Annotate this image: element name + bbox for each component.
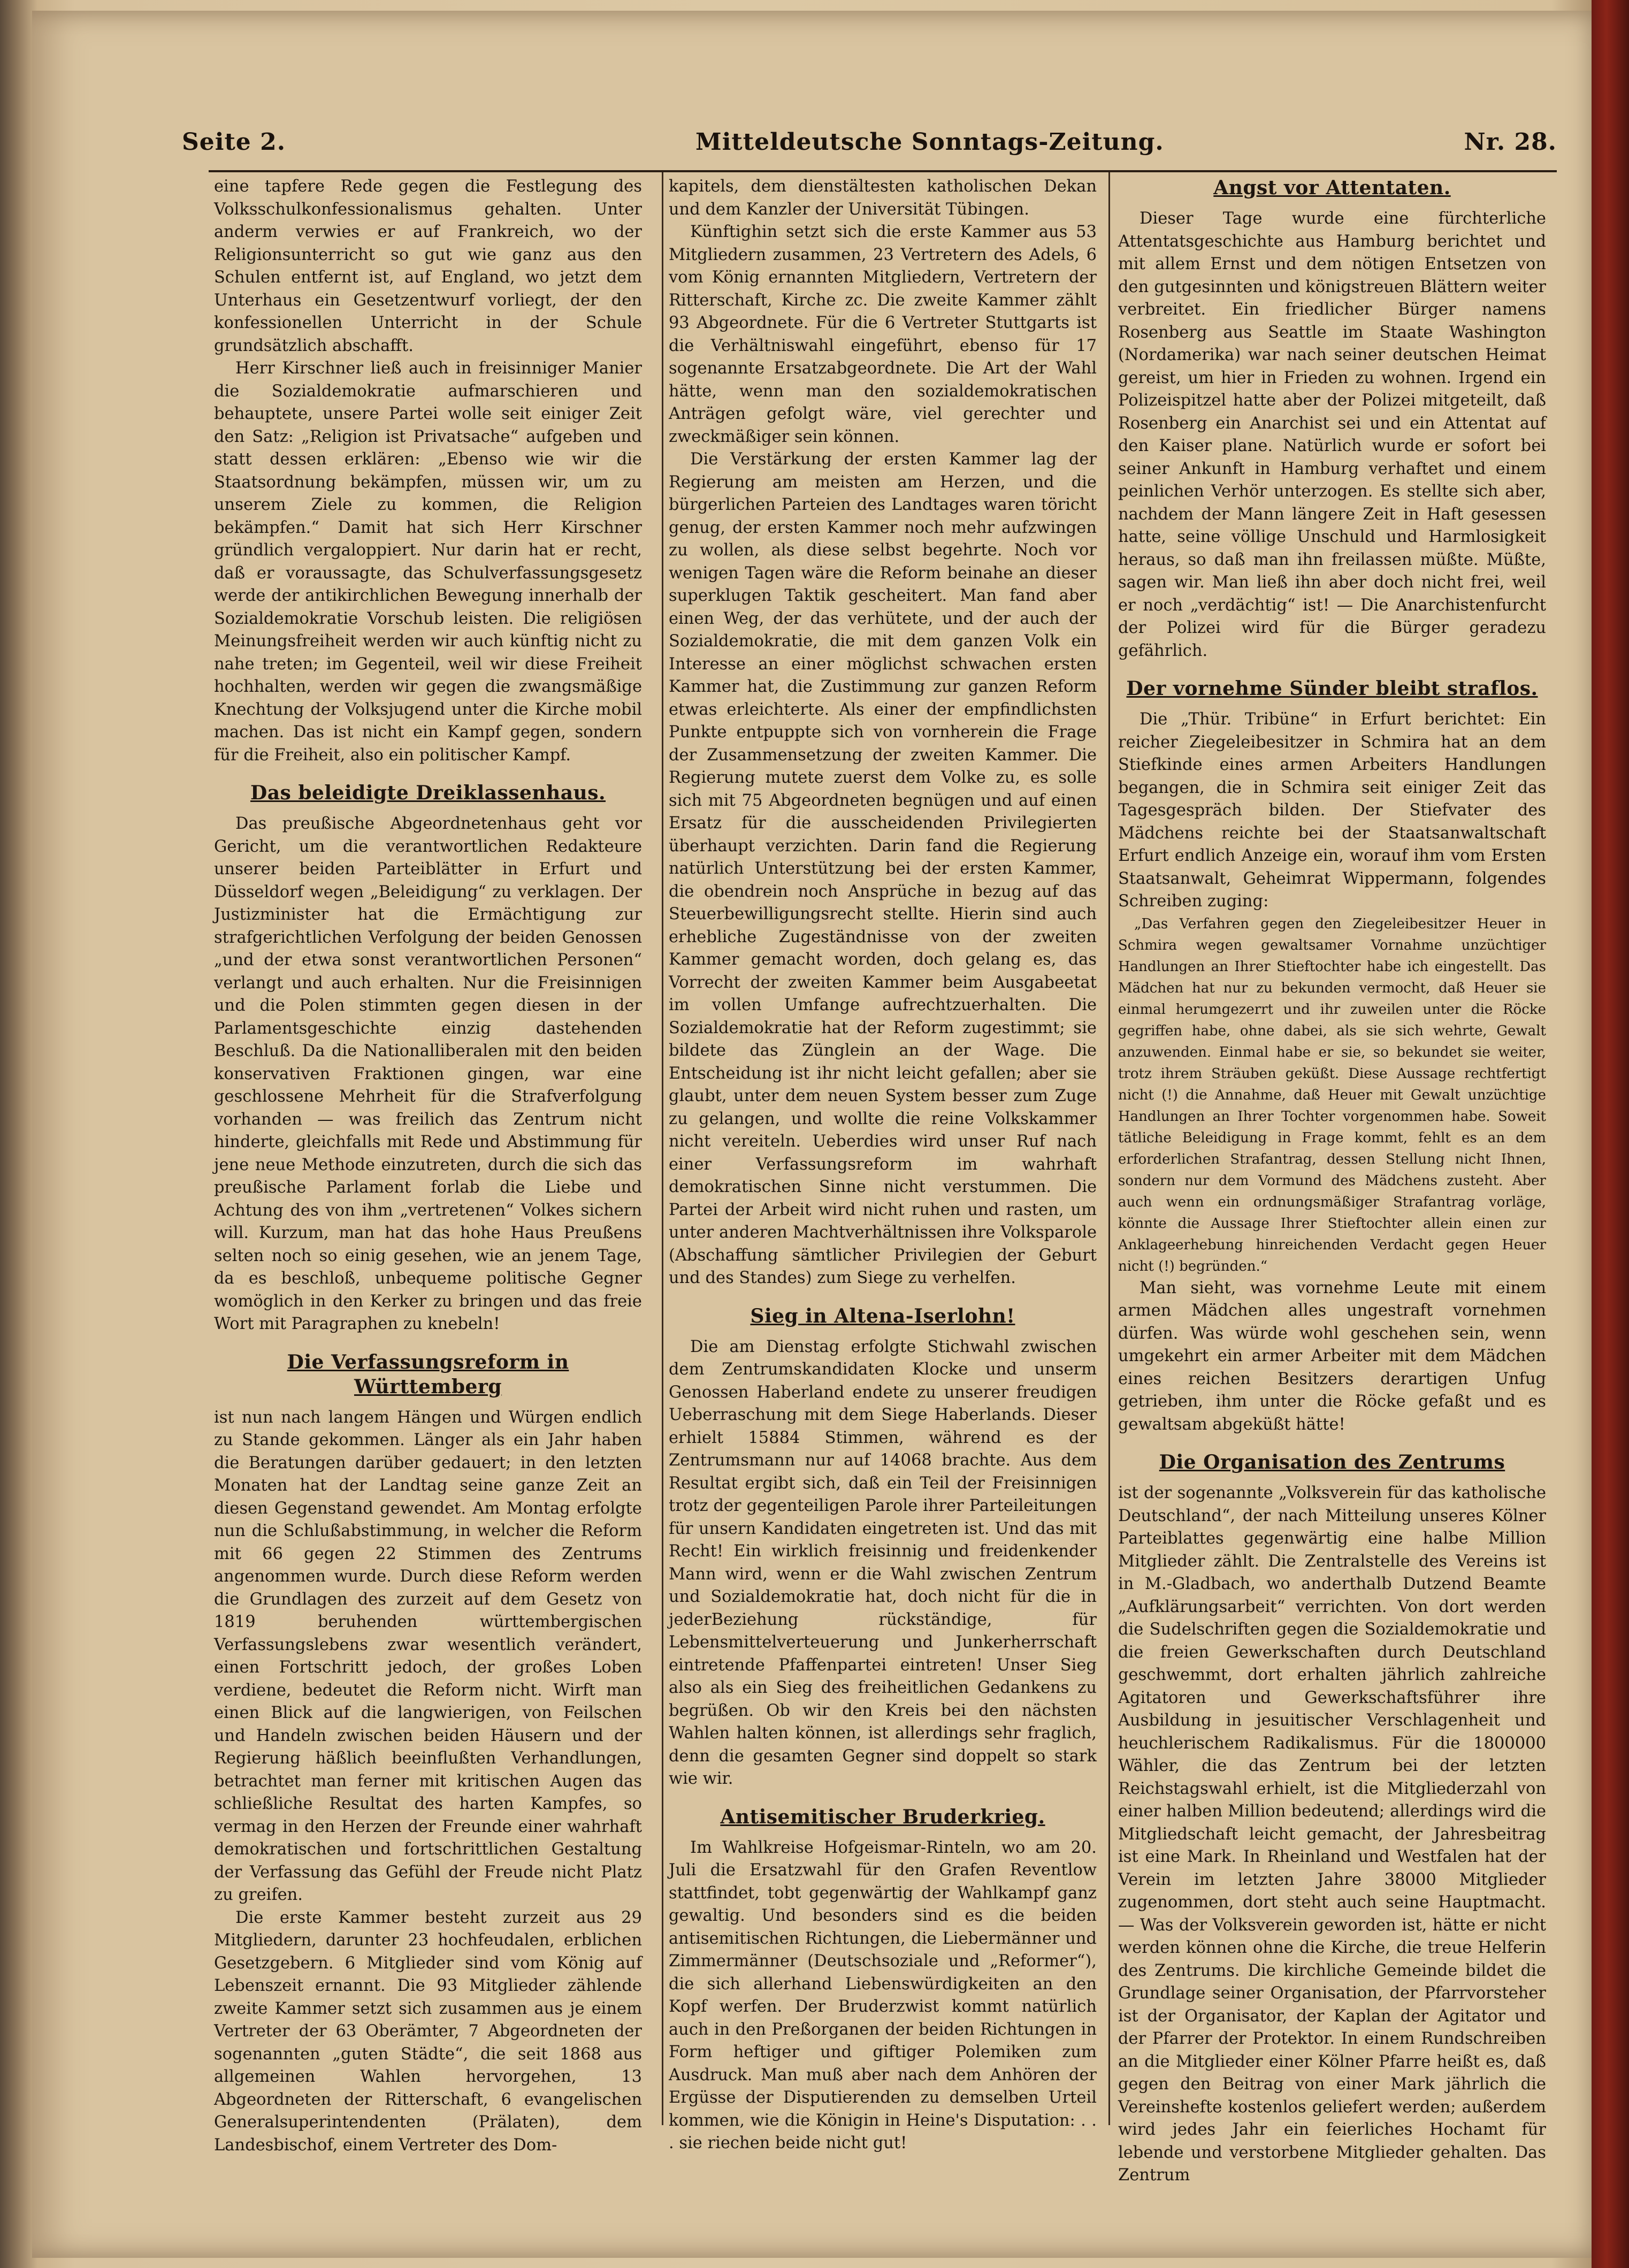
paragraph: Die am Dienstag erfolgte Stichwahl zwischen dem Zentrumskandidaten Klocke und unserm Genossen Haberland endete zu unserer freudigen Ueberraschung mit dem Siege Haberlands. Dieser erhielt 15884 Stimmen, während es der Zentrumsmann nur auf 14068 brachte. Aus dem Resultat ergibt sich, daß ein Teil der Freisinnigen trotz der gegenteiligen Parole ihrer Parteileitungen für unsern Kandidaten eingetreten ist. Und das mit Recht! Ein wirklich freisinnig und freidenkender Mann wird, wenn er die Wahl zwischen Zentrum und Sozialdemokratie hat, doch nicht für die in jederBeziehung rückständige, für Lebensmittelverteuerung und Junkerherrschaft eintretende Pfaffenpartei eintreten! Unser Sieg also als ein Sieg des freiheitlichen Gedankens zu begrüßen. Ob wir den Kreis bei den nächsten Wahlen halten können, ist allerdings sehr fraglich, denn die gesamten Gegner sind doppelt so stark wie wir.: [669, 1337, 1097, 1788]
article-heading: Der vornehme Sünder bleibt straflos.: [1126, 677, 1538, 700]
paragraph: eine tapfere Rede gegen die Festlegung des Volksschulkonfessionalismus gehalten. Unter anderm verwies er auf Frankreich, wo der Religionsunterricht so gut wie ganz aus den Schulen entfernt ist, auf England, wo jetzt dem Unterhaus ein Gesetzentwurf vorliegt, der den konfessionellen Unterricht in der Schule grundsätzlich abschafft.: [214, 177, 642, 355]
article-heading: Die Verfassungsreform in Württemberg: [287, 1350, 569, 1398]
paragraph: Das preußische Abgeordnetenhaus geht vor Gericht, um die verantwortlichen Redakteure unserer beiden Parteiblätter in Erfurt und Düsseldorf wegen „Beleidigung“ zu verklagen. Der Justizminister hat die Ermächtigung zur strafgerichtlichen Verfolgung der beiden Genossen „und der etwa sonst verantwortlichen Personen“ verlangt und auch erhalten. Nur die Freisinnigen und die Polen stimmten gegen diesen in der Parlamentsgeschichte einzig dastehenden Beschluß. Da die Nationalliberalen mit den beiden konservativen Fraktionen gingen, war eine geschlossene Mehrheit für die Strafverfolgung vorhanden — was freilich das Zentrum nicht hinderte, gleichfalls mit Rede und Abstimmung für jene neue Methode einzutreten, durch die sich das preußische Parlament forlab die Liebe und Achtung des von ihm „vertretenen“ Volkes sichern will. Kurzum, man hat das hohe Haus Preußens selten noch so einig gesehen, wie an jenem Tage, da es beschloß, unbequeme politische Gegner womöglich in den Kerker zu bringen und das freie Wort mit Paragraphen zu knebeln!: [214, 814, 642, 1333]
paragraph: Herr Kirschner ließ auch in freisinniger Manier die Sozialdemokratie aufmarschieren und behauptete, unsere Partei wolle seit einiger Zeit den Satz: „Religion ist Privatsache“ aufgeben und statt dessen erklären: „Ebenso wie wir die Staatsordnung bekämpfen, müssen wir, um zu unserem Ziele zu kommen, die Religion bekämpfen.“ Damit hat sich Herr Kirschner gründlich vergaloppiert. Nur darin hat er recht, daß er voraussagte, das Schulverfassungsgesetz werde der antikirchlichen Bewegung innerhalb der Sozialdemokratie Vorschub leisten. Die religiösen Meinungsfreiheit werden wir auch künftig nicht zu nahe treten; im Gegenteil, weil wir diese Freiheit hochhalten, werden wir gegen die zwangsmäßige Knechtung der Volksjugend unter die Kirche mobil machen. Das ist nicht ein Kampf gegen, sondern für die Freiheit, also ein politischer Kampf.: [214, 359, 642, 765]
column-3: [1118, 175, 1546, 2185]
article-heading: Die Organisation des Zentrums: [1159, 1451, 1505, 1473]
header-rule: [209, 170, 1557, 172]
paragraph: Die erste Kammer besteht zurzeit aus 29 Mitgliedern, darunter 23 hochfeudalen, erblichen Gesetzgebern. 6 Mitglieder sind vom König auf Lebenszeit ernannt. Die 93 Mitglieder zählende zweite Kammer setzt sich zusammen aus je einem Vertreter der 63 Oberämter, 7 Abgeordneten der sogenannten „guten Städte“, die seit 1868 aus allgemeinen Wahlen hervorgehen, 13 Abgeordneten der Ritterschaft, 6 evangelischen Generalsuperintendenten (Prälaten), dem Landesbischof, einem Vertreter des Dom-: [214, 1908, 642, 2155]
paragraph: Künftighin setzt sich die erste Kammer aus 53 Mitgliedern zusammen, 23 Vertretern des Adels, 6 vom König ernannten Mitgliedern, Vertretern der Ritterschaft, Kirche zc. Die zweite Kammer zählt 93 Abgeordnete. Für die 6 Vertreter Stuttgarts ist die Verhältniswahl eingeführt, ebenso für 17 sogenannte Ersatzabgeordnete. Die Art der Wahl hätte, wenn man den sozialdemokratischen Anträgen gefolgt wäre, viel gerechter und zweckmäßiger sein können.: [669, 223, 1097, 446]
column-1: [214, 175, 642, 2155]
letter-quote: „Das Verfahren gegen den Ziegeleibesitzer Heuer in Schmira wegen gewaltsamer Vornahme unzüchtiger Handlungen an Ihrer Stieftochter habe ich eingestellt. Das Mädchen hat nur zu bekunden vermocht, daß Heuer sie einmal herumgezerrt und ihr zuweilen unter die Röcke gegriffen habe, ohne dabei, als sie sich wehrte, Gewalt anzuwenden. Einmal habe er sie, so bekundet sie weiter, trotz ihrem Sträuben geküßt. Diese Aussage rechtfertigt nicht (!) die Annahme, daß Heuer mit Gewalt unzüchtige Handlungen an Ihrer Tochter vorgenommen habe. Soweit tätliche Beleidigung in Frage kommt, fehlt es an dem erforderlichen Strafantrag, dessen Stellung nicht Ihnen, sondern nur dem Vormund des Mädchens zusteht. Aber auch wenn ein ordnungsmäßiger Strafantrag vorläge, könnte die Aussage Ihrer Stieftochter allein einen zur Anklageerhebung hinreichenden Verdacht gegen Heuer nicht (!) begründen.“: [1118, 915, 1546, 1274]
book-spine: [1592, 0, 1629, 2268]
paragraph: Die „Thür. Tribüne“ in Erfurt berichtet: Ein reicher Ziegeleibesitzer in Schmira hat an dem Stiefkinde eines armen Arbeiters Handlungen begangen, die in Schmira seit einiger Zeit das Tagesgespräch bilden. Der Stiefvater des Mädchens reichte bei der Staatsanwaltschaft Erfurt endlich Anzeige ein, worauf ihm vom Ersten Staatsanwalt, Geheimrat Wippermann, folgendes Schreiben zuging:: [1118, 710, 1546, 911]
article-heading: Angst vor Attentaten.: [1213, 177, 1451, 199]
column-2: [669, 175, 1097, 2152]
issue-number: Nr. 28.: [1464, 128, 1557, 156]
paragraph: ist der sogenannte „Volksverein für das katholische Deutschland“, der nach Mitteilung unseres Kölner Parteiblattes gegenwärtig eine halbe Million Mitglieder zählt. Die Zentralstelle des Vereins ist in M.-Gladbach, wo anderthalb Dutzend Beamte „Aufklärungsarbeit“ verrichten. Von dort werden die Sudelschriften gegen die Sozialdemokratie und die freien Gewerkschaften durch Deutschland geschwemmt, dort erhalten jährlich zahlreiche Agitatoren und Gewerkschaftsführer ihre Ausbildung in jesuitischer Verschlagenheit und heuchlerischem Radikalismus. Für die 1800000 Wähler, die das Zentrum bei der letzten Reichstagswahl erhielt, ist die Mitgliederzahl von einer halben Million bedeutend; allerdings wird die Mitgliedschaft leicht gemacht, der Jahresbeitrag ist eine Mark. In Rheinland und Westfalen hat der Verein im letzten Jahre 38000 Mitglieder zugenommen, dort steht auch seine Hauptmacht. — Was der Volksverein geworden ist, hätte er nicht werden können ohne die Kirche, die treue Helferin des Zentrums. Die kirchliche Gemeinde bildet die Grundlage seiner Organisation, der Pfarrvorsteher ist der Organisator, der Kaplan der Agitator und der Pfarrer der Protektor. In einem Rundschreiben an die Mitglieder einer Kölner Pfarre heißt es, daß gegen den Beitrag von einer Mark jährlich die Vereinshefte kostenlos geliefert werden; außerdem wird jedes Jahr ein feierliches Hochamt für lebende und verstorbene Mitglieder gehalten. Das Zentrum: [1118, 1484, 1546, 2185]
article-heading: Das beleidigte Dreiklassenhaus.: [250, 782, 606, 804]
paragraph: ist nun nach langem Hängen und Würgen endlich zu Stande gekommen. Länger als ein Jahr haben die Beratungen darüber gedauert; in den letzten Monaten hat der Landtag seine ganze Zeit an diesen Gegenstand gewendet. Am Montag erfolgte nun die Schlußabstimmung, in welcher die Reform mit 66 gegen 22 Stimmen des Zentrums angenommen wurde. Durch diese Reform werden die Grundlagen des zurzeit auf dem Gesetz von 1819 beruhenden württembergischen Verfassungslebens zwar wesentlich verändert, einen Fortschritt jedoch, der großes Loben verdiene, bedeutet die Reform nicht. Wirft man einen Blick auf die langwierigen, von Feilschen und Handeln zwischen beiden Häusern und der Regierung häßlich beeinflußten Verhandlungen, betrachtet man ferner mit kritischen Augen das schließliche Resultat des harten Kampfes, so vermag in den Herzen der Freunde einer wahrhaft demokratischen und fortschrittlichen Gestaltung der Verfassung das Gefühl der Freude nicht Platz zu greifen.: [214, 1408, 642, 1904]
paragraph: Man sieht, was vornehme Leute mit einem armen Mädchen alles ungestraft vornehmen dürfen. Was würde wohl geschehen sein, wenn umgekehrt ein armer Arbeiter mit dem Mädchen eines reichen Besitzers derartigen Unfug getrieben, ihm unter die Röcke gefaßt und es gewaltsam abgeküßt hätte!: [1118, 1278, 1546, 1434]
column-divider: [662, 172, 663, 2125]
column-divider: [1108, 172, 1110, 2125]
paragraph: kapitels, dem dienstältesten katholischen Dekan und dem Kanzler der Universität Tübingen.: [669, 177, 1097, 219]
paragraph: Dieser Tage wurde eine fürchterliche Attentatsgeschichte aus Hamburg berichtet und mit allem Ernst und dem nötigen Entsetzen von den gutgesinnten und königstreuen Blättern weiter verbreitet. Ein friedlicher Bürger namens Rosenberg aus Seattle im Staate Washington (Nordamerika) war nach seiner deutschen Heimat gereist, um hier in Frieden zu wohnen. Irgend ein Polizeispitzel hatte aber der Polizei mitgeteilt, daß Rosenberg ein Anarchist sei und ein Attentat auf den Kaiser plane. Natürlich wurde er sofort bei seiner Ankunft in Hamburg verhaftet und einem peinlichen Verhör unterzogen. Es stellte sich aber, nachdem der Mann längere Zeit in Haft gesessen hatte, seine völlige Unschuld und Harmlosigkeit heraus, so daß man ihn freilassen müßte. Müßte, sagen wir. Man ließ ihn aber doch nicht frei, weil er noch „verdächtig“ ist! — Die Anarchistenfurcht der Polizei wird für die Bürger geradezu gefährlich.: [1118, 209, 1546, 660]
page-number: Seite 2.: [182, 128, 286, 156]
article-heading: Antisemitischer Bruderkrieg.: [720, 1805, 1045, 1828]
paragraph: Die Verstärkung der ersten Kammer lag der Regierung am meisten am Herzen, und die bürgerlichen Parteien des Landtages waren töricht genug, der ersten Kammer noch mehr aufzwingen zu wollen, als diese selbst begehrte. Noch vor wenigen Tagen wäre die Reform beinahe an dieser superklugen Taktik gescheitert. Man fand aber einen Weg, der das verhütete, und der auch der Sozialdemokratie, die mit dem ganzen Volk ein Interesse an einer möglichst schwachen ersten Kammer hat, die Zustimmung zur ganzen Reform etwas erleichterte. Als einer der empfindlichsten Punkte entpuppte sich von vornherein die Frage der Zusammensetzung der zweiten Kammer. Die Regierung mutete zuerst dem Volke zu, es solle sich mit 75 Abgeordneten begnügen und auf einen Ersatz für die ausscheidenden Privilegierten überhaupt verzichten. Darin fand die Regierung natürlich Unterstützung bei der ersten Kammer, die obendrein noch Ansprüche in bezug auf das Steuerbewilligungsrecht stellte. Hierin sind auch erhebliche Zugeständnisse von der zweiten Kammer gemacht worden, doch gelang es, das Vorrecht der zweiten Kammer beim Ausgabeetat im vollen Umfange aufrechtzuerhalten. Die Sozialdemokratie hat der Reform zugestimmt; sie bildete das Zünglein an der Wage. Die Entscheidung ist ihr nicht leicht gefallen; aber sie glaubt, unter dem neuen System besser zum Zuge zu gelangen, und wollte die reine Volkskammer nicht vereiteln. Ueberdies wird unser Ruf nach einer Verfassungsreform im wahrhaft demokratischen Sinne nicht verstummen. Die Partei der Arbeit wird nicht ruhen und rasten, um unter anderen Machtverhältnissen ihre Volksparole (Abschaffung sämtlicher Privilegien der Geburt und des Standes) zum Siege zu verhelfen.: [669, 450, 1097, 1287]
paragraph: Im Wahlkreise Hofgeismar-Rinteln, wo am 20. Juli die Ersatzwahl für den Grafen Reventlow stattfindet, tobt gegenwärtig der Wahlkampf ganz gewaltig. Und besonders sind es die beiden antisemitischen Richtungen, die Liebermänner und Zimmermänner (Deutschsoziale und „Reformer“), die sich allerhand Liebenswürdigkeiten an den Kopf werfen. Der Bruderzwist kommt natürlich auch in den Preßorganen der beiden Richtungen in Form heftiger und giftiger Polemiken zum Ausdruck. Man muß aber nach dem Anhören der Ergüsse der Disputierenden zu demselben Urteil kommen, wie die Königin in Heine's Disputation: . . . sie riechen beide nicht gut!: [669, 1838, 1097, 2152]
article-heading: Sieg in Altena-Iserlohn!: [750, 1304, 1015, 1327]
page-header: [182, 128, 1557, 171]
newspaper-title: Mitteldeutsche Sonntags-Zeitung.: [695, 128, 1164, 156]
